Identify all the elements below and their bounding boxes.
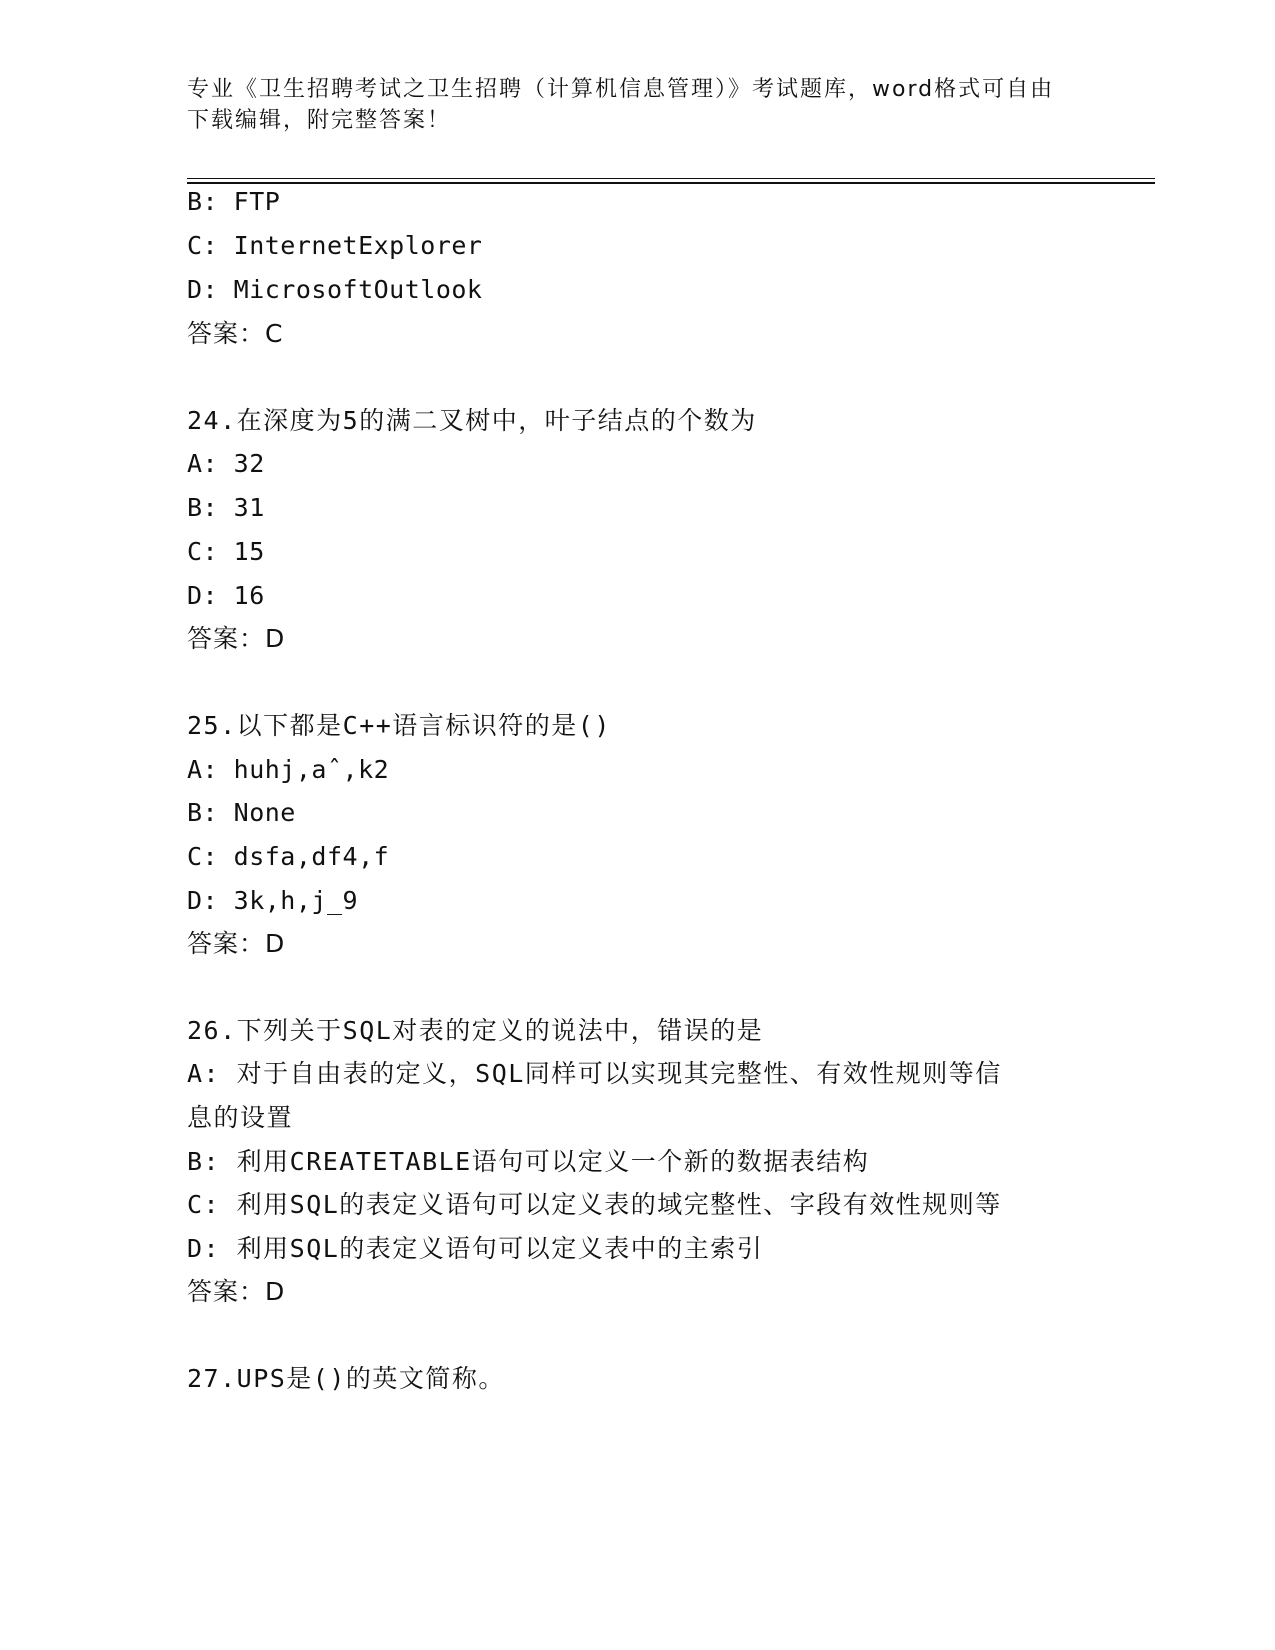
- q26-question: 26.下列关于SQL对表的定义的说法中，错误的是: [187, 1016, 764, 1045]
- q26-answer: 答案：D: [187, 1277, 286, 1306]
- q25-answer: 答案：D: [187, 929, 286, 958]
- prev-option-c: C: InternetExplorer: [187, 231, 483, 260]
- q24-option-d: D: 16: [187, 581, 265, 610]
- q26-option-c: C: 利用SQL的表定义语句可以定义表的域完整性、字段有效性规则等: [187, 1190, 1002, 1219]
- prev-option-b: B: FTP: [187, 187, 281, 216]
- q26-option-d: D: 利用SQL的表定义语句可以定义表中的主索引: [187, 1234, 764, 1263]
- header-rule-thick: [187, 182, 1155, 184]
- q25-question: 25.以下都是C++语言标识符的是(): [187, 711, 611, 740]
- q24-option-a: A: 32: [187, 449, 265, 478]
- q26-option-a-line1: A: 对于自由表的定义，SQL同样可以实现其完整性、有效性规则等信: [187, 1059, 1002, 1088]
- document-header: 专业《卫生招聘考试之卫生招聘（计算机信息管理）》考试题库，word格式可自由下载编辑，附完整答案！: [187, 77, 1055, 133]
- q25-option-b: B: None: [187, 798, 296, 827]
- q25-option-c: C: dsfa,df4,f: [187, 842, 390, 871]
- q25-option-a: A: huhj,aˆ,k2: [187, 755, 390, 784]
- q26-option-b: B: 利用CREATETABLE语句可以定义一个新的数据表结构: [187, 1147, 870, 1176]
- q25-option-d: D: 3k,h,j_9: [187, 886, 359, 915]
- q24-option-b: B: 31: [187, 493, 265, 522]
- prev-answer: 答案：C: [187, 319, 284, 348]
- q24-answer: 答案：D: [187, 624, 286, 653]
- q27-question: 27.UPS是()的英文简称。: [187, 1364, 505, 1393]
- q24-option-c: C: 15: [187, 537, 265, 566]
- header-rule-thin: [187, 178, 1155, 179]
- prev-option-d: D: MicrosoftOutlook: [187, 275, 483, 304]
- q24-question: 24.在深度为5的满二叉树中，叶子结点的个数为: [187, 406, 757, 435]
- q26-option-a-line2: 息的设置: [187, 1103, 294, 1132]
